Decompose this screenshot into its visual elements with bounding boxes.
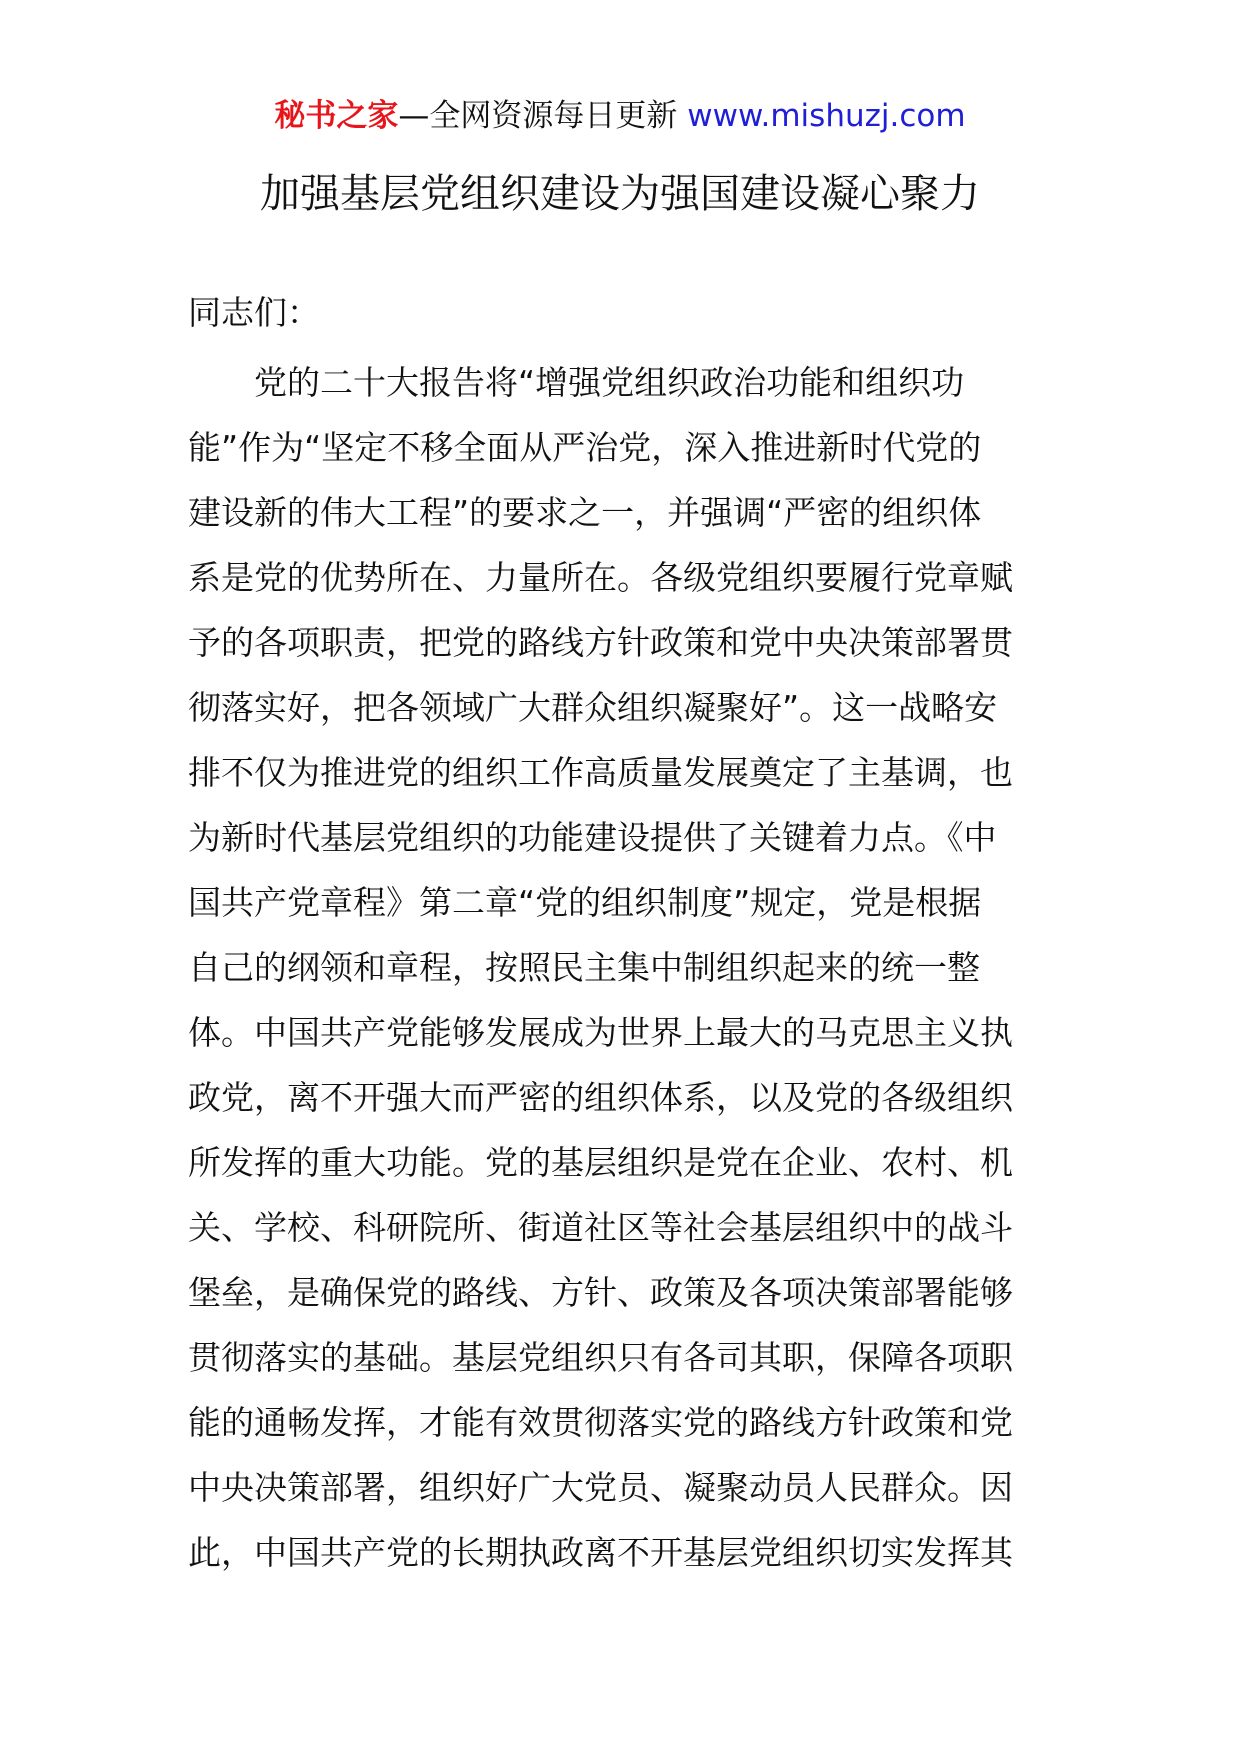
paragraph-line: 此，中国共产党的长期执政离不开基层党组织切实发挥其 [188, 1533, 1013, 1572]
paragraph-line: 能的通畅发挥，才能有效贯彻落实党的路线方针政策和党 [188, 1403, 1013, 1442]
paragraph-line: 党的二十大报告将“增强党组织政治功能和组织功 [254, 363, 965, 402]
paragraph-line: 体。中国共产党能够发展成为世界上最大的马克思主义执 [188, 1013, 1013, 1052]
paragraph-line: 为新时代基层党组织的功能建设提供了关键着力点。《中 [188, 818, 997, 857]
paragraph-line: 堡垒，是确保党的路线、方针、政策及各项决策部署能够 [188, 1273, 1013, 1312]
site-header [0, 96, 1240, 136]
paragraph-line: 排不仅为推进党的组织工作高质量发展奠定了主基调，也 [188, 753, 1013, 792]
paragraph-line: 自己的纲领和章程，按照民主集中制组织起来的统一整 [188, 948, 980, 987]
paragraph-line: 系是党的优势所在、力量所在。各级党组织要履行党章赋 [188, 558, 1013, 597]
body-paragraph [188, 358, 1056, 1593]
paragraph-line: 能”作为“坚定不移全面从严治党，深入推进新时代党的 [188, 428, 982, 467]
paragraph-line: 中央决策部署，组织好广大党员、凝聚动员人民群众。因 [188, 1468, 1013, 1507]
header-tagline: —全网资源每日更新 [398, 98, 688, 134]
site-url-link[interactable]: www.mishuzj.com [687, 98, 966, 134]
paragraph-line: 国共产党章程》第二章“党的组织制度”规定，党是根据 [188, 883, 982, 922]
paragraph-line: 贯彻落实的基础。基层党组织只有各司其职，保障各项职 [188, 1338, 1013, 1377]
document-title: 加强基层党组织建设为强国建设凝心聚力 [260, 171, 980, 217]
paragraph-line: 建设新的伟大工程”的要求之一，并强调“严密的组织体 [188, 493, 982, 532]
paragraph-line: 政党，离不开强大而严密的组织体系，以及党的各级组织 [188, 1078, 1013, 1117]
paragraph-line: 所发挥的重大功能。党的基层组织是党在企业、农村、机 [188, 1143, 1013, 1182]
paragraph-line: 彻落实好，把各领域广大群众组织凝聚好”。这一战略安 [188, 688, 998, 727]
brand-name: 秘书之家 [274, 98, 399, 134]
salutation: 同志们： [188, 293, 320, 332]
paragraph-line: 予的各项职责，把党的路线方针政策和党中央决策部署贯 [188, 623, 1013, 662]
paragraph-line: 关、学校、科研院所、街道社区等社会基层组织中的战斗 [188, 1208, 1013, 1247]
